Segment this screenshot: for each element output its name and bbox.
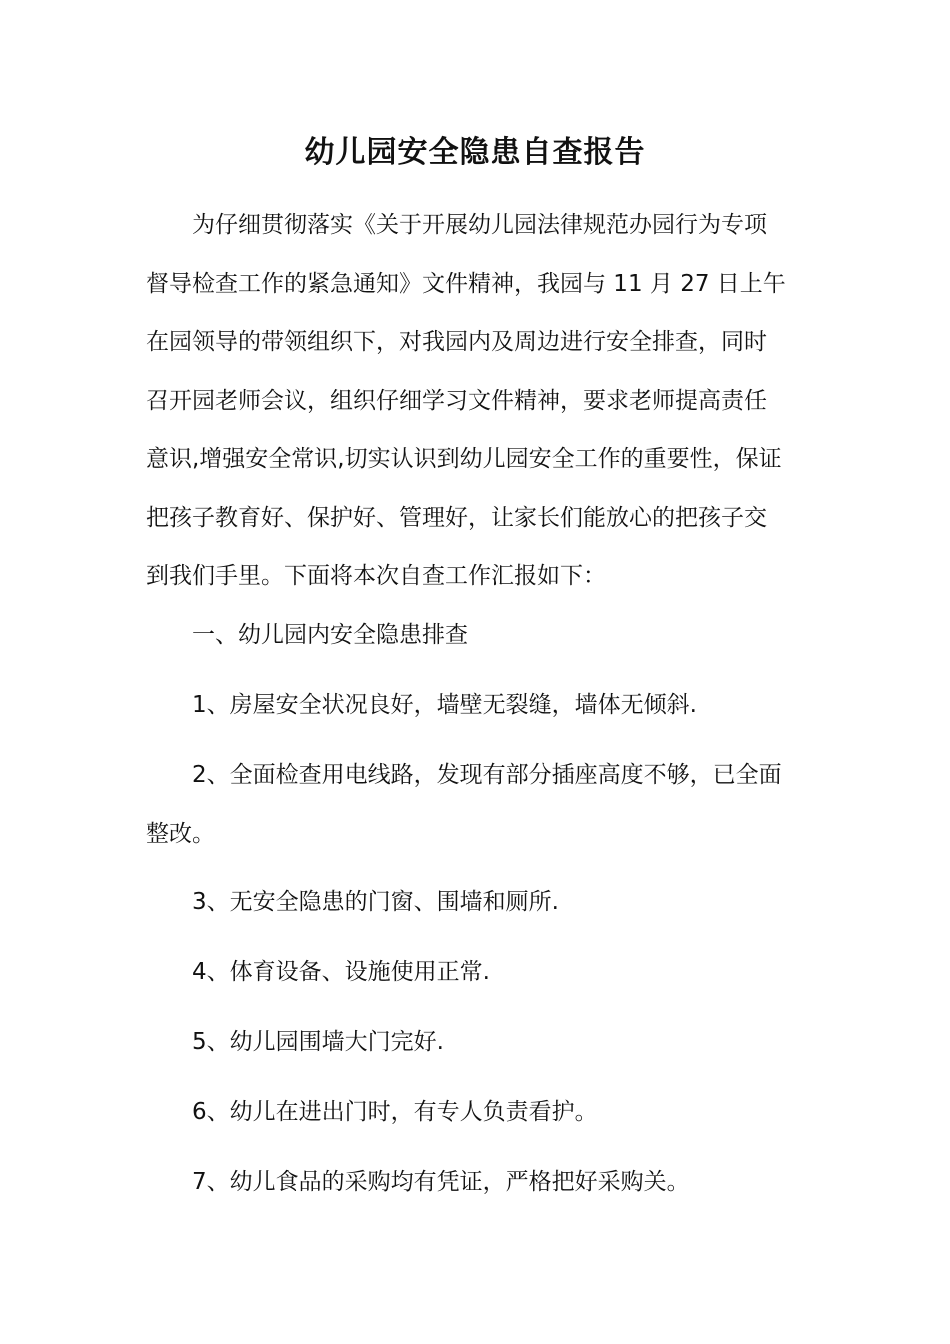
list-item-7: 7、幼儿食品的采购均有凭证，严格把好采购关。 [192,1169,690,1195]
intro-line: 意识,增强安全常识,切实认识到幼儿园安全工作的重要性，保证 [146,446,782,472]
list-item-5: 5、幼儿园围墙大门完好. [192,1029,444,1055]
list-item-2-line: 2、全面检查用电线路，发现有部分插座高度不够，已全面 [192,762,782,788]
intro-line: 在园领导的带领组织下，对我园内及周边进行安全排查，同时 [146,329,767,355]
list-item-2-line: 整改。 [146,820,215,847]
list-item-1: 1、房屋安全状况良好，墙壁无裂缝，墙体无倾斜. [192,692,697,718]
intro-line: 为仔细贯彻落实《关于开展幼儿园法律规范办园行为专项 [192,212,767,238]
list-item-4: 4、体育设备、设施使用正常. [192,959,490,985]
intro-line: 把孩子教育好、保护好、管理好，让家长们能放心的把孩子交 [146,504,767,531]
intro-paragraph [146,196,808,606]
document-title: 幼儿园安全隐患自查报告 [304,135,646,170]
intro-line: 到我们手里。下面将本次自查工作汇报如下： [146,563,606,589]
list-item-3: 3、无安全隐患的门窗、围墙和厕所. [192,889,559,915]
intro-line: 督导检查工作的紧急通知》文件精神，我园与 11 月 27 日上午 [146,270,786,297]
section-heading: 一、幼儿园内安全隐患排查 [192,622,468,648]
intro-line: 召开园老师会议，组织仔细学习文件精神，要求老师提高责任 [146,387,767,414]
list-item-6: 6、幼儿在进出门时，有专人负责看护。 [192,1099,598,1125]
list-item-2 [146,746,808,863]
